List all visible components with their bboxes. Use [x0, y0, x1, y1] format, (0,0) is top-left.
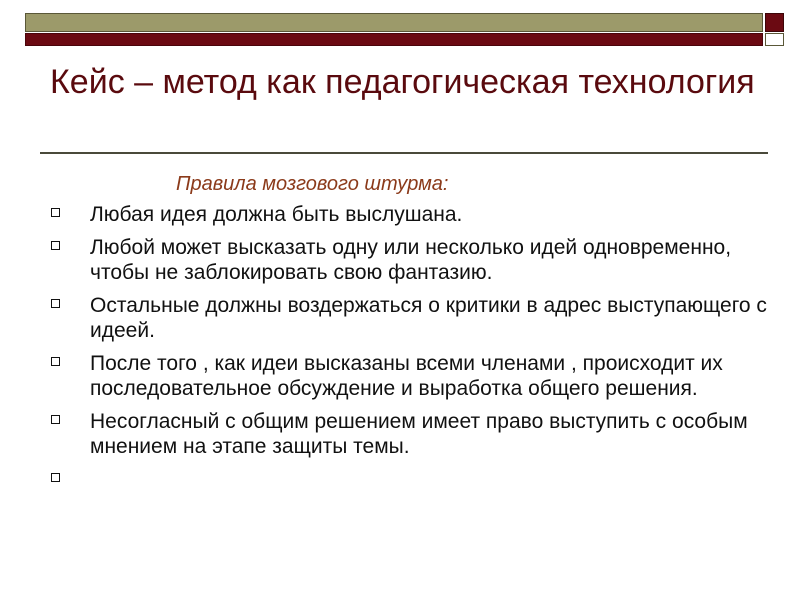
bullet-item-empty: [50, 467, 770, 492]
title-divider: [40, 152, 768, 154]
bullet-item: [50, 235, 770, 285]
bullet-text: Остальные должны воздержаться о критики в адрес выступающего с идеей.: [90, 294, 767, 342]
slide-subtitle: Правила мозгового штурма:: [176, 173, 449, 195]
hollow-square-icon: [51, 299, 60, 308]
slide-title: Кейс – метод как педагогическая технология: [50, 63, 755, 101]
bullet-item: [50, 351, 770, 401]
bullet-item: [50, 409, 770, 459]
bullet-text: Любой может высказать одну или несколько идей одновременно, чтобы не заблокировать свою фантазию.: [90, 236, 732, 284]
hollow-square-icon: [51, 241, 60, 250]
bullet-list: [50, 202, 770, 500]
hollow-square-icon: [51, 208, 60, 217]
header-band-maroon: [25, 33, 763, 46]
header-bar-olive: [25, 13, 763, 32]
hollow-square-icon: [51, 357, 60, 366]
bullet-text: Несогласный с общим решением имеет право выступить с особым мнением на этапе защиты темы.: [90, 410, 748, 458]
hollow-square-icon: [51, 415, 60, 424]
bullet-text: Любая идея должна быть выслушана.: [90, 203, 463, 226]
corner-square-outline: [765, 33, 784, 46]
hollow-square-icon: [51, 473, 60, 482]
bullet-item: [50, 202, 770, 227]
bullet-text: После того , как идеи высказаны всеми членами , происходит их последовательное обсуждение и выработка общего решения.: [90, 352, 723, 400]
corner-square-maroon: [765, 13, 784, 32]
bullet-item: [50, 293, 770, 343]
